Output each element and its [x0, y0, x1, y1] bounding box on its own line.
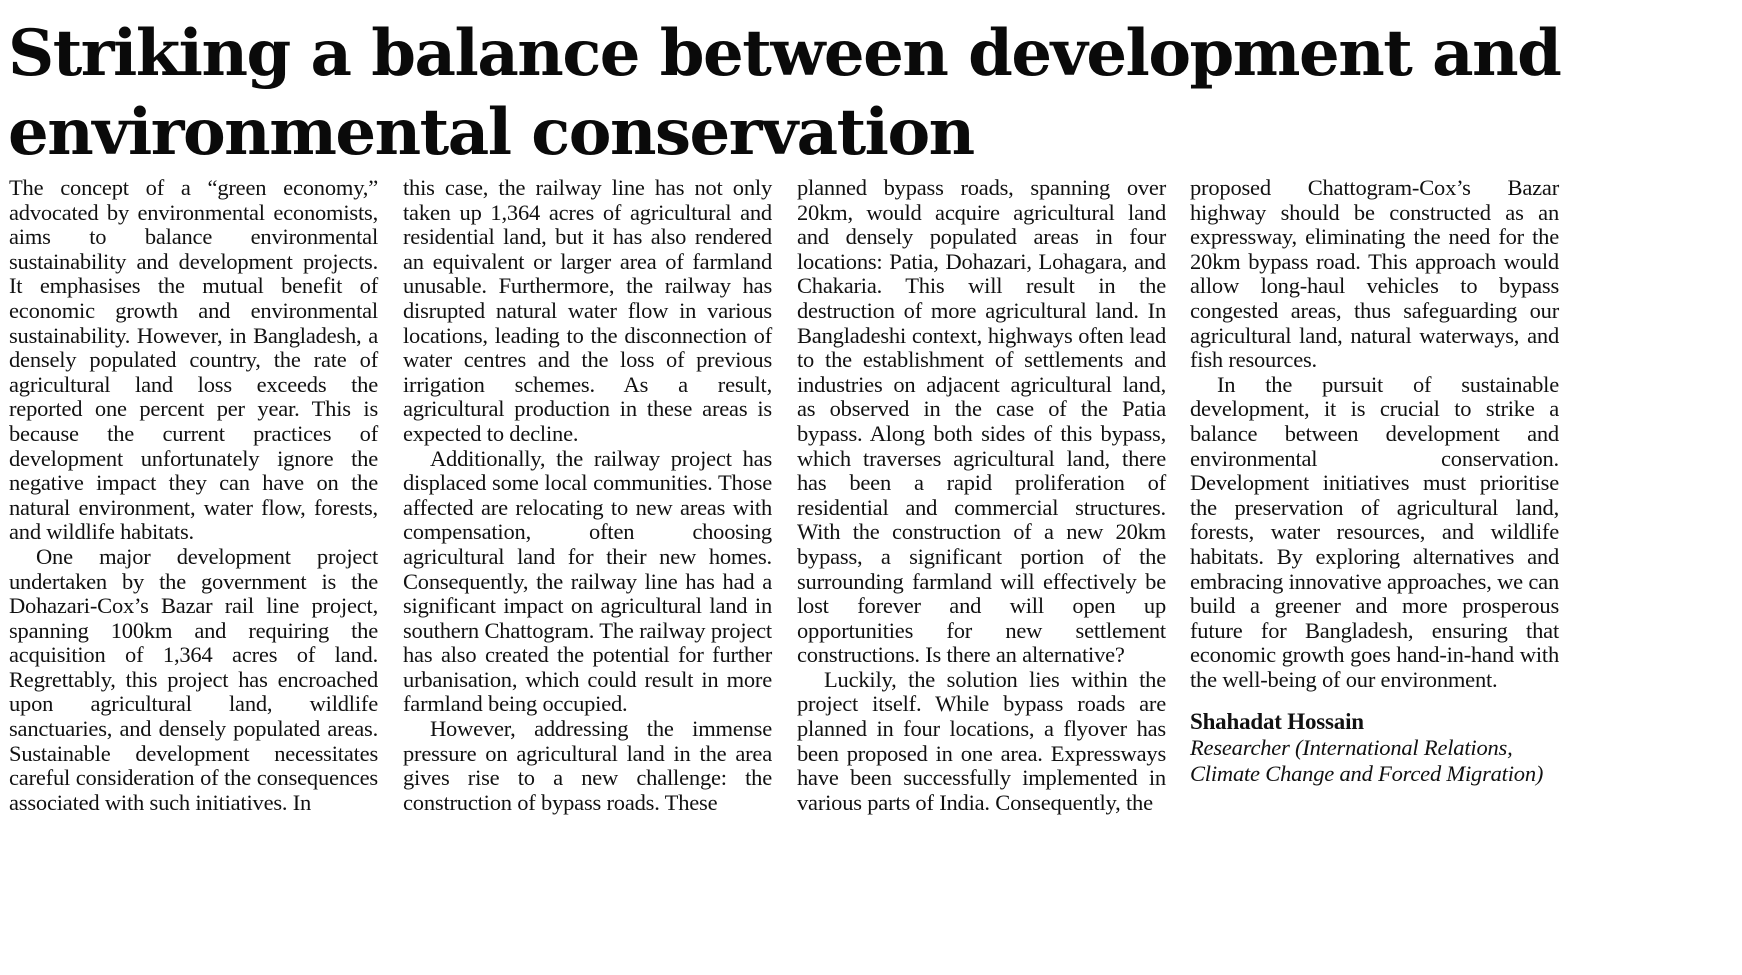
- article-column-4: [1190, 176, 1559, 787]
- author-byline: [1190, 709, 1559, 787]
- paragraph: this case, the railway line has not only taken up 1,364 acres of agricultural and residential land, but it has also rendered an equivalent or larger area of farmland unusable. Furthermore, the railway has disrupted natural water flow in various locations, leading to the disconnection of water centres and the loss of previous irrigation schemes. As a result, agricultural production in these areas is expected to decline.: [403, 175, 772, 446]
- paragraph: Additionally, the railway project has displaced some local communities. Those affected are relocating to new areas with compensation, often choosing agricultural land for their new homes. Consequently, the railway line has had a significant impact on agricultural land in southern Chattogram. The railway project has also created the potential for further urbanisation, which could result in more farmland being occupied.: [403, 445, 772, 717]
- article-column-2: [403, 176, 772, 815]
- author-name: Shahadat Hossain: [1190, 709, 1364, 735]
- paragraph: proposed Chattogram-Cox’s Bazar highway should be constructed as an expressway, eliminating the need for the 20km bypass road. This approach would allow long-haul vehicles to bypass congested areas, thus safeguarding our agricultural land, natural waterways, and fish resources.: [1190, 175, 1559, 373]
- paragraph: In the pursuit of sustainable development, it is crucial to strike a balance between development and environmental conservation. Development initiatives must prioritise the preservation of agricultural land, forests, water resources, and wildlife habitats. By exploring alternatives and embracing innovative approaches, we can build a greener and more prosperous future for Bangladesh, ensuring that economic growth goes hand-in-hand with the well-being of our environment.: [1190, 371, 1559, 692]
- article-column-1: [9, 176, 378, 815]
- paragraph: planned bypass roads, spanning over 20km, would acquire agricultural land and densely populated areas in four locations: Patia, Dohazari, Lohagara, and Chakaria. This will result in the destruction of more agricultural land. In Bangladeshi context, highways often lead to the establishment of settlements and industries on adjacent agricultural land, as observed in the case of the Patia bypass. Along both sides of this bypass, which traverses agricultural land, there has been a rapid proliferation of residential and commercial structures. With the construction of a new 20km bypass, a significant portion of the surrounding farmland will effectively be lost forever and will open up opportunities for new settlement constructions. Is there an alternative?: [797, 175, 1166, 668]
- paragraph: One major development project undertaken by the government is the Dohazari-Cox’s Bazar rail line project, spanning 100km and requiring the acquisition of 1,364 acres of land. Regrettably, this project has encroached upon agricultural land, wildlife sanctuaries, and densely populated areas. Sustainable development necessitates careful consideration of the consequences associated with such initiatives. In: [9, 543, 378, 815]
- article-column-3: [797, 176, 1166, 815]
- paragraph: The concept of a “green economy,” advocated by environmental economists, aims to balance environmental sustainability and development projects. It emphasises the mutual benefit of economic growth and environmental sustainability. However, in Bangladesh, a densely populated country, the rate of agricultural land loss exceeds the reported one percent per year. This is because the current practices of development unfortunately ignore the negative impact they can have on the natural environment, water flow, forests, and wildlife habitats.: [9, 175, 378, 545]
- paragraph: Luckily, the solution lies within the project itself. While bypass roads are planned in four locations, a flyover has been proposed in one area. Expressways have been successfully implemented in various parts of India. Consequently, the: [797, 666, 1166, 815]
- article-headline: Striking a balance between development and environmental conservation: [8, 16, 1561, 170]
- author-role: Researcher (International Relations, Climate Change and Forced Migration): [1190, 735, 1544, 787]
- paragraph: However, addressing the immense pressure on agricultural land in the area gives rise to a new challenge: the construction of bypass roads. These: [403, 716, 772, 815]
